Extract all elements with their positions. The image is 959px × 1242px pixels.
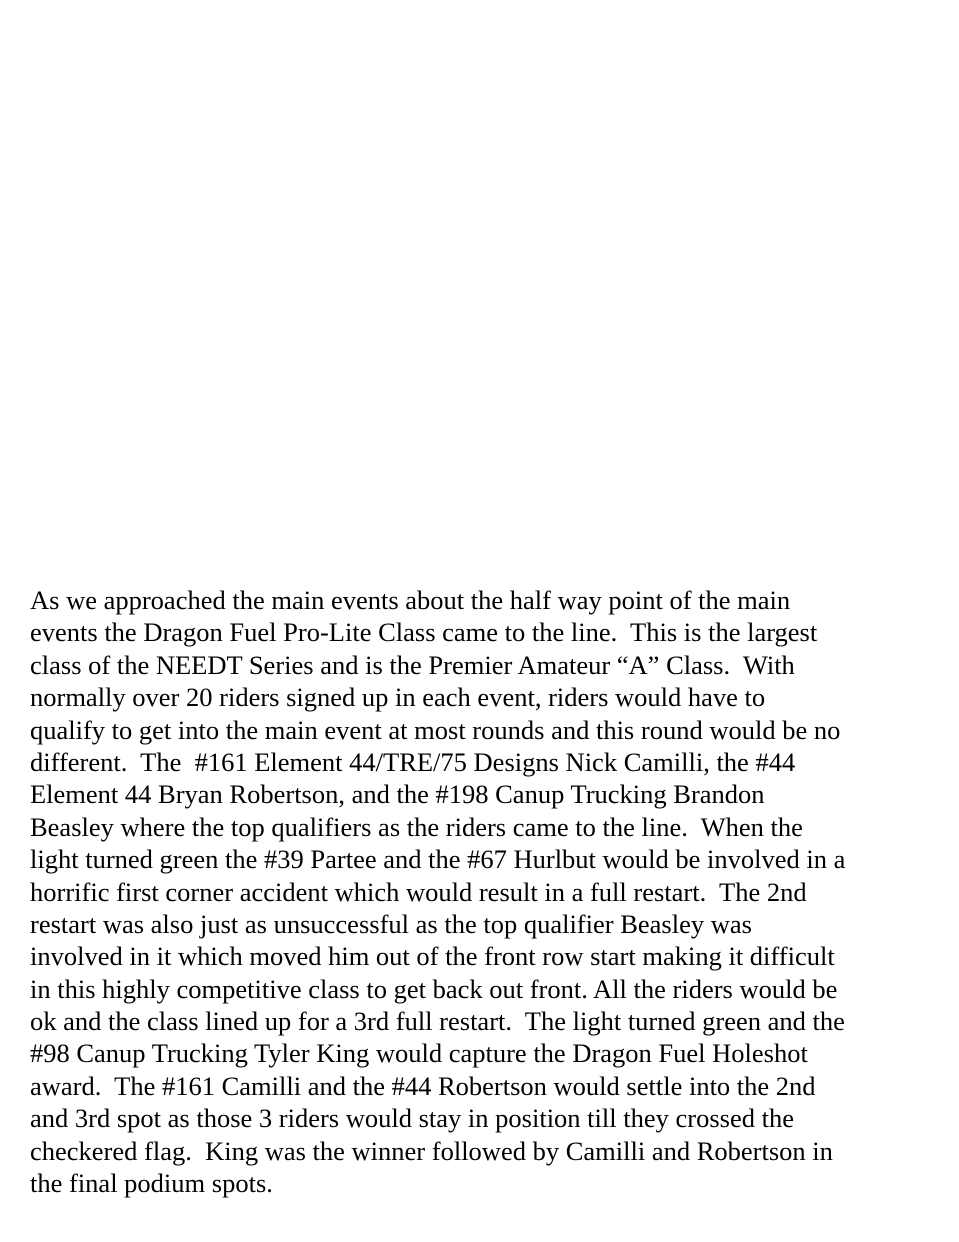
paragraph-line: ok and the class lined up for a 3rd full restart. The light turned green and the [30,1006,845,1037]
paragraph-line: Element 44 Bryan Robertson, and the #198 Canup Trucking Brandon [30,779,765,810]
paragraph-line: light turned green the #39 Partee and the #67 Hurlbut would be involved in a [30,844,846,875]
paragraph-line: in this highly competitive class to get back out front. All the riders would be [30,973,838,1004]
race-report-paragraph [30,584,940,1199]
paragraph-line: different. The #161 Element 44/TRE/75 Designs Nick Camilli, the #44 [30,746,796,777]
paragraph-line: #98 Canup Trucking Tyler King would capture the Dragon Fuel Holeshot [30,1038,808,1069]
paragraph-line: checkered flag. King was the winner followed by Camilli and Robertson in [30,1135,833,1166]
paragraph-line: the final podium spots. [30,1168,273,1199]
paragraph-line: events the Dragon Fuel Pro-Lite Class came to the line. This is the largest [30,617,818,648]
paragraph-line: restart was also just as unsuccessful as the top qualifier Beasley was [30,908,752,939]
paragraph-line: normally over 20 riders signed up in each event, riders would have to [30,682,766,713]
paragraph-line: award. The #161 Camilli and the #44 Robertson would settle into the 2nd [30,1070,816,1101]
paragraph-line: involved in it which moved him out of the front row start making it difficult [30,941,835,972]
paragraph-line: horrific first corner accident which would result in a full restart. The 2nd [30,876,807,907]
paragraph-line: class of the NEEDT Series and is the Premier Amateur “A” Class. With [30,649,795,680]
paragraph-line: and 3rd spot as those 3 riders would stay in position till they crossed the [30,1103,794,1134]
paragraph-line: Beasley where the top qualifiers as the riders came to the line. When the [30,811,803,842]
paragraph-line: qualify to get into the main event at most rounds and this round would be no [30,714,841,745]
paragraph-line: As we approached the main events about the half way point of the main [30,585,791,615]
